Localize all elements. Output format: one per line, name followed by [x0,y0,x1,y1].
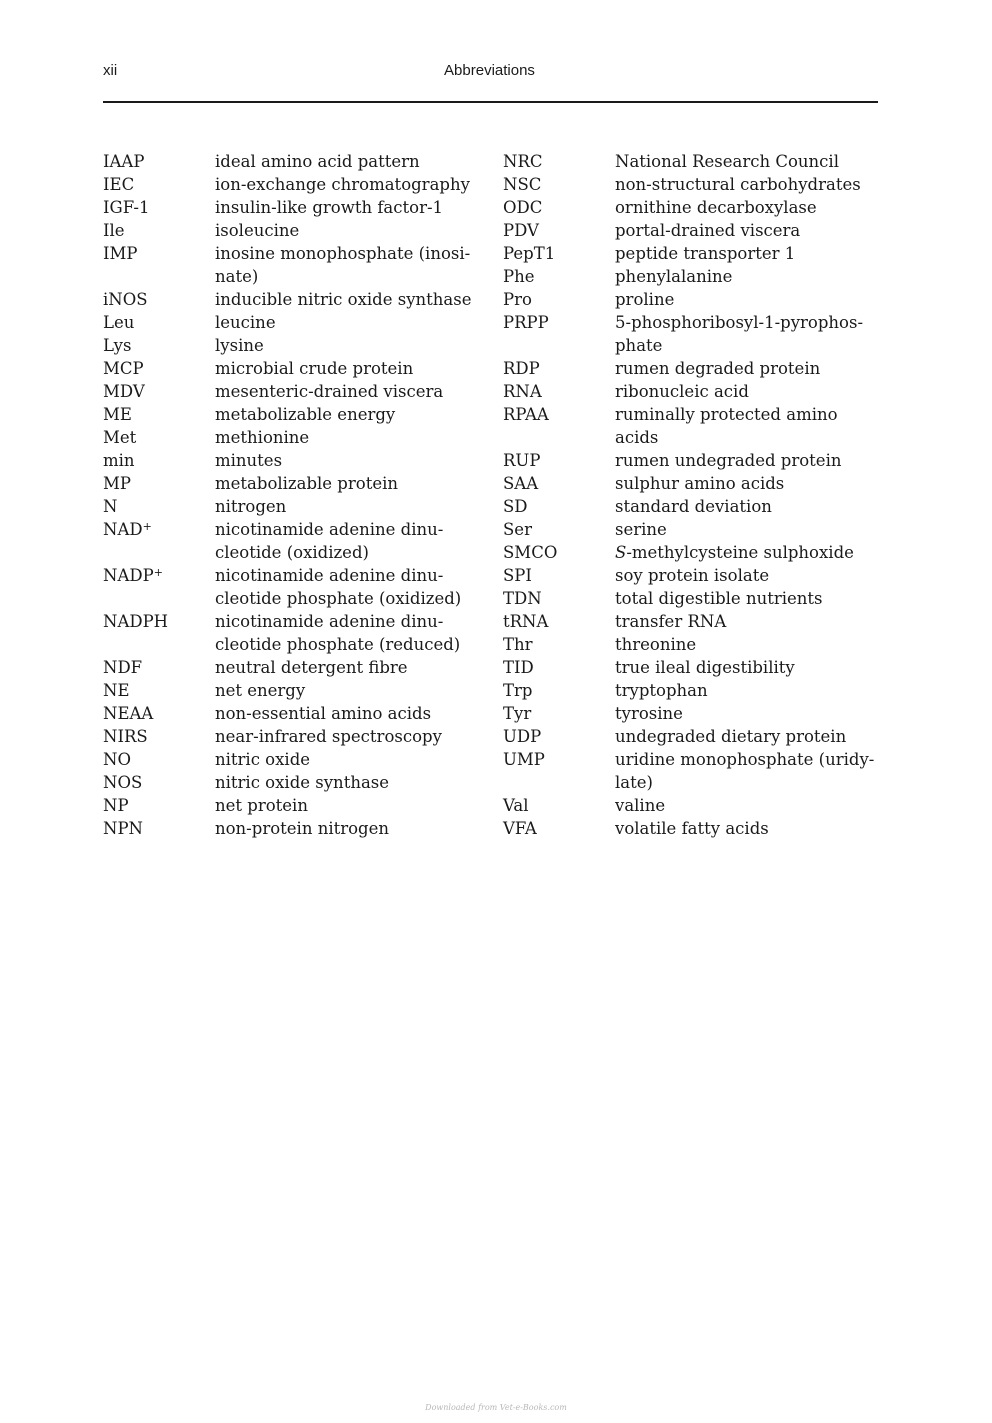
definition-line: S-methylcysteine sulphoxide [615,543,854,562]
definition-line: metabolizable energy [215,405,396,424]
definition-line: leucine [215,313,276,332]
abbreviation-entry [503,564,878,587]
definition-line: microbial crude protein [215,359,414,378]
abbreviation-entry [503,656,878,679]
definition-line: methionine [215,428,310,447]
definition-line: standard deviation [615,497,772,516]
abbreviation-definition [215,817,475,840]
abbreviation-definition [215,288,475,311]
abbreviation-entry [103,794,475,817]
abbreviation-term: MCP [103,359,144,378]
abbreviation-term: Val [503,796,529,815]
abbreviation-term: N [103,497,118,516]
abbreviation-term: TDN [503,589,542,608]
abbreviation-entry [503,702,878,725]
definition-line: metabolizable protein [215,474,398,493]
abbreviation-entry [503,150,878,173]
abbreviation-definition [615,150,878,173]
abbreviation-entry [103,679,475,702]
definition-line: ruminally protected amino [615,405,838,424]
abbreviation-definition [615,288,878,311]
abbreviation-term: PepT1 [503,244,556,263]
abbreviation-definition [615,173,878,196]
definition-line: net protein [215,796,308,815]
abbreviation-term: Met [103,428,137,447]
abbreviation-entry [103,610,475,656]
abbreviation-definition [215,334,475,357]
page-number: xii [103,62,118,79]
abbreviation-entry [503,748,878,794]
definition-line: ribonucleic acid [615,382,749,401]
abbreviation-entry [103,771,475,794]
italic-prefix: S [615,543,627,562]
abbreviation-definition [215,679,475,702]
abbreviation-term: IMP [103,244,138,263]
abbreviation-term: ME [103,405,132,424]
abbreviation-term: NPN [103,819,143,838]
definition-line: cleotide phosphate (oxidized) [215,589,462,608]
abbreviation-term: Ile [103,221,125,240]
abbreviation-entry [103,725,475,748]
abbreviation-definition [215,403,475,426]
abbreviation-entry [503,403,878,449]
abbreviation-definition [215,173,475,196]
abbreviation-term: RDP [503,359,540,378]
abbreviation-entry [103,817,475,840]
definition-line: 5-phosphoribosyl-1-pyrophos- [615,313,864,332]
abbreviation-definition [215,725,475,748]
abbreviation-definition [615,242,878,265]
abbreviation-term: SMCO [503,543,558,562]
definition-line: undegraded dietary protein [615,727,847,746]
abbreviation-entry [103,495,475,518]
abbreviation-term: min [103,451,135,470]
definition-line: peptide transporter 1 [615,244,796,263]
definition-line: total digestible nutrients [615,589,823,608]
abbreviation-definition [215,748,475,771]
abbreviation-term: NIRS [103,727,148,746]
abbreviation-entry [503,610,878,633]
abbreviation-term: iNOS [103,290,148,309]
definition-line: tryptophan [615,681,708,700]
abbreviation-entry [103,311,475,334]
definition-line: rumen undegraded protein [615,451,842,470]
abbreviation-definition [215,426,475,449]
abbreviation-entry [503,380,878,403]
abbreviation-entry [503,265,878,288]
abbreviation-definition [215,380,475,403]
abbreviation-definition [215,702,475,725]
abbreviation-term: Pro [503,290,532,309]
definition-line: portal-drained viscera [615,221,801,240]
abbreviation-entry [503,679,878,702]
abbreviation-definition [615,495,878,518]
abbreviation-definition [215,610,475,656]
abbreviation-definition [615,196,878,219]
abbreviation-entry [503,219,878,242]
abbreviation-term: NADPH [103,612,169,631]
definition-line: inducible nitric oxide synthase [215,290,472,309]
definition-line: nitric oxide synthase [215,773,390,792]
definition-line: neutral detergent fibre [215,658,408,677]
abbreviation-entry [103,748,475,771]
abbreviation-entry [103,472,475,495]
superscript: + [142,520,152,533]
abbreviation-entry [503,357,878,380]
abbreviation-term: NRC [503,152,543,171]
definition-line: phenylalanine [615,267,733,286]
abbreviation-term: UDP [503,727,542,746]
header-rule [103,101,878,103]
abbreviation-entry [103,656,475,679]
definition-line: ideal amino acid pattern [215,152,420,171]
definition-line: uridine monophosphate (uridy- [615,750,875,769]
abbreviation-definition [615,449,878,472]
abbreviation-definition [215,196,475,219]
abbreviation-definition [615,725,878,748]
abbreviation-term: RUP [503,451,541,470]
abbreviation-term: Tyr [503,704,532,723]
abbreviation-term: SD [503,497,528,516]
abbreviation-entry [503,633,878,656]
abbreviation-term: NADP+ [103,566,163,585]
abbreviation-term: NE [103,681,130,700]
abbreviation-entry [103,403,475,426]
abbreviation-definition [215,449,475,472]
abbreviation-entry [503,518,878,541]
abbreviation-term: Ser [503,520,532,539]
abbreviation-definition [615,794,878,817]
abbreviation-term: Trp [503,681,533,700]
definition-line: serine [615,520,667,539]
abbreviation-entry [103,288,475,311]
abbreviation-term: UMP [503,750,545,769]
definition-line: ion-exchange chromatography [215,175,470,194]
abbreviation-entry [103,702,475,725]
abbreviation-term: SPI [503,566,532,585]
abbreviation-definition [615,564,878,587]
abbreviation-term: NAD+ [103,520,152,539]
definition-line: nicotinamide adenine dinu- [215,566,444,585]
abbreviation-definition [615,219,878,242]
abbreviation-entry [103,219,475,242]
abbreviation-entry [103,380,475,403]
abbreviation-entry [503,725,878,748]
abbreviation-entry [103,426,475,449]
abbreviation-definition [215,242,475,288]
running-title: Abbreviations [444,62,535,79]
definition-line: tyrosine [615,704,683,723]
abbreviation-term: NDF [103,658,143,677]
definition-line: near-infrared spectroscopy [215,727,442,746]
abbreviation-term: NEAA [103,704,154,723]
abbreviation-definition [215,518,475,564]
definition-line: late) [615,773,653,792]
abbreviation-entry [503,817,878,840]
abbreviation-term: RNA [503,382,542,401]
abbreviation-definition [615,610,878,633]
abbreviation-term: Lys [103,336,132,355]
abbreviation-definition [615,587,878,610]
abbreviation-term: IEC [103,175,135,194]
abbreviation-term: Thr [503,635,533,654]
definition-line: non-essential amino acids [215,704,432,723]
abbreviation-definition [215,150,475,173]
abbreviation-entry [503,587,878,610]
abbreviation-definition [215,219,475,242]
abbreviation-term: NO [103,750,131,769]
abbreviation-entry [503,449,878,472]
definition-line: rumen degraded protein [615,359,821,378]
definition-line: insulin-like growth factor-1 [215,198,444,217]
definition-line: soy protein isolate [615,566,770,585]
abbreviation-definition [615,357,878,380]
definition-line: cleotide phosphate (reduced) [215,635,461,654]
definition-line: mesenteric-drained viscera [215,382,444,401]
definition-line: National Research Council [615,152,839,171]
abbreviation-entry [503,541,878,564]
definition-line: valine [615,796,666,815]
abbreviation-definition [615,541,878,564]
abbreviation-column-right [503,150,878,840]
definition-line: threonine [615,635,697,654]
definition-line: net energy [215,681,306,700]
abbreviation-term: PRPP [503,313,549,332]
abbreviation-term: NSC [503,175,542,194]
abbreviation-entry [103,518,475,564]
abbreviation-term: VFA [503,819,537,838]
abbreviation-entry [503,173,878,196]
abbreviation-definition [615,380,878,403]
abbreviation-term: IGF-1 [103,198,150,217]
abbreviation-term: SAA [503,474,539,493]
abbreviation-column-left [103,150,475,840]
definition-line: proline [615,290,675,309]
abbreviation-definition [615,472,878,495]
definition-line: true ileal digestibility [615,658,795,677]
definition-line: sulphur amino acids [615,474,785,493]
abbreviation-definition [215,656,475,679]
page-header [103,62,878,84]
abbreviation-definition [615,265,878,288]
abbreviation-entry [503,472,878,495]
abbreviation-entry [503,794,878,817]
download-watermark: Downloaded from Vet-e-Books.com [425,1403,567,1412]
abbreviation-entry [103,357,475,380]
definition-line: non-protein nitrogen [215,819,389,838]
abbreviation-term: TID [503,658,534,677]
abbreviation-entry [103,449,475,472]
abbreviation-term: Leu [103,313,135,332]
abbreviation-term: ODC [503,198,543,217]
abbreviation-term: NOS [103,773,143,792]
abbreviation-term: MDV [103,382,145,401]
abbreviation-definition [615,403,878,449]
abbreviation-entry [103,150,475,173]
abbreviation-entry [503,242,878,265]
definition-line: minutes [215,451,283,470]
abbreviation-term: IAAP [103,152,145,171]
abbreviation-definition [615,748,878,794]
abbreviation-definition [215,771,475,794]
abbreviation-term: tRNA [503,612,549,631]
definition-line: nitric oxide [215,750,311,769]
definition-line: lysine [215,336,264,355]
abbreviation-definition [615,656,878,679]
abbreviation-definition [615,679,878,702]
abbreviation-definition [215,495,475,518]
abbreviation-entry [503,196,878,219]
definition-line: nitrogen [215,497,287,516]
abbreviation-entry [503,311,878,357]
definition-line: ornithine decarboxylase [615,198,817,217]
definition-line: nicotinamide adenine dinu- [215,612,444,631]
abbreviation-definition [215,472,475,495]
abbreviation-definition [615,633,878,656]
abbreviation-entry [103,173,475,196]
abbreviation-entry [103,242,475,288]
abbreviation-entry [103,196,475,219]
definition-line: nate) [215,267,259,286]
abbreviation-definition [615,518,878,541]
definition-line: cleotide (oxidized) [215,543,369,562]
abbreviation-entry [503,495,878,518]
abbreviation-definition [215,794,475,817]
definition-line: inosine monophosphate (inosi- [215,244,471,263]
abbreviation-definition [215,311,475,334]
abbreviation-term: RPAA [503,405,549,424]
abbreviation-entry [503,288,878,311]
definition-line: nicotinamide adenine dinu- [215,520,444,539]
abbreviation-term: MP [103,474,131,493]
definition-line: acids [615,428,659,447]
abbreviation-definition [615,817,878,840]
abbreviation-entry [103,334,475,357]
abbreviation-term: Phe [503,267,535,286]
abbreviation-definition [615,702,878,725]
abbreviation-entry [103,564,475,610]
definition-line: transfer RNA [615,612,727,631]
definition-line: non-structural carbohydrates [615,175,861,194]
abbreviation-definition [615,311,878,357]
superscript: + [153,566,163,579]
abbreviation-term: NP [103,796,129,815]
abbreviation-term: PDV [503,221,539,240]
abbreviation-definition [215,564,475,610]
definition-line: volatile fatty acids [615,819,769,838]
definition-line: isoleucine [215,221,300,240]
definition-line: phate [615,336,663,355]
abbreviation-definition [215,357,475,380]
